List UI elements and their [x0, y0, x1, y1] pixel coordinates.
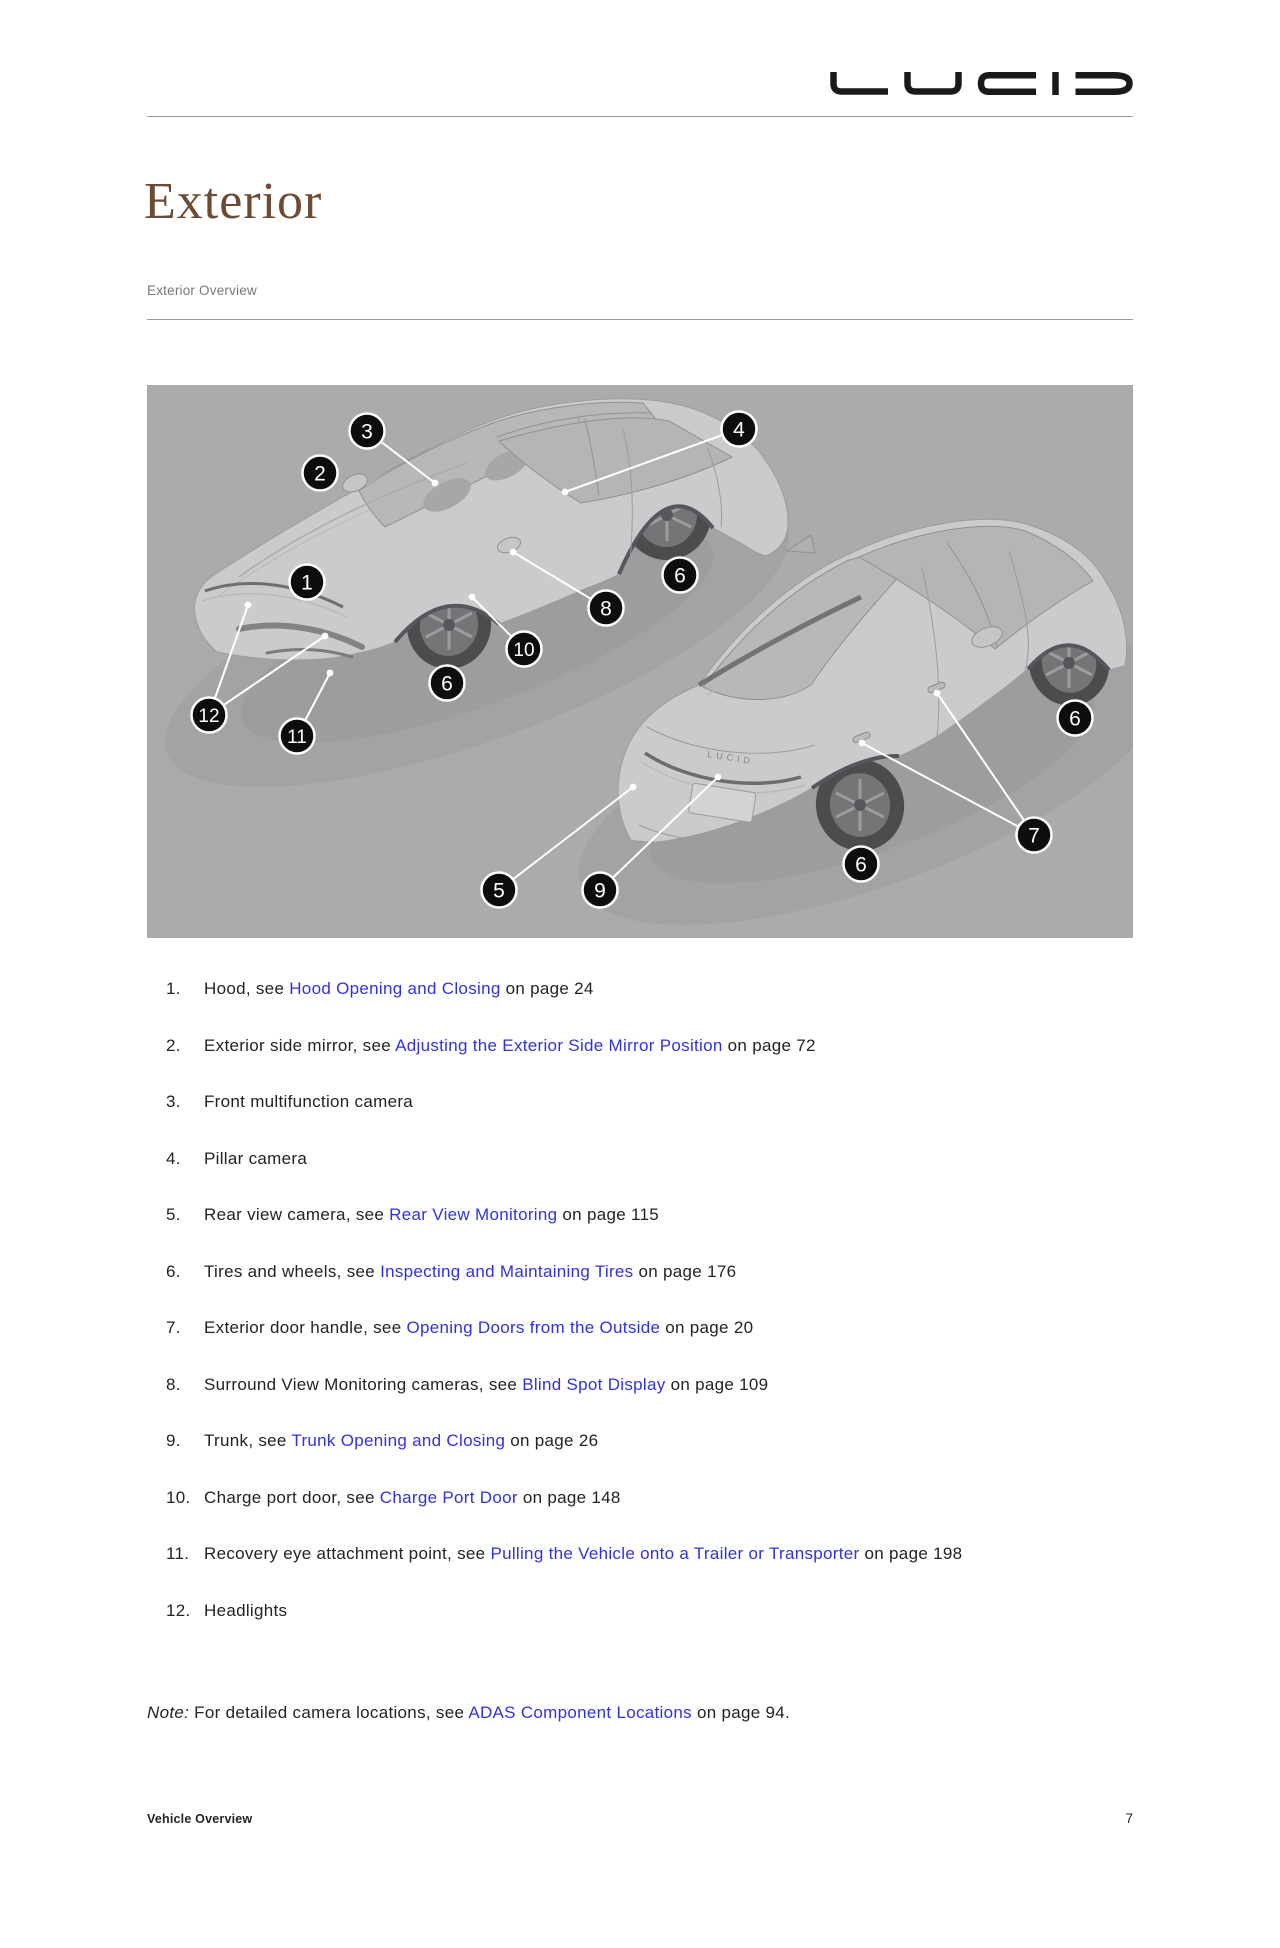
- legend-item-number: 11.: [166, 1544, 190, 1563]
- legend-item: [147, 1145, 1054, 1173]
- cross-reference-link[interactable]: Hood Opening and Closing: [289, 979, 501, 998]
- logo-letter-d: [1076, 75, 1130, 92]
- callout-number: 2: [314, 462, 326, 486]
- cross-reference-link[interactable]: Rear View Monitoring: [389, 1205, 558, 1224]
- cross-reference-link[interactable]: Trunk Opening and Closing: [291, 1431, 506, 1450]
- legend-text: Front multifunction camera: [204, 1092, 414, 1111]
- cross-reference-link[interactable]: Pulling the Vehicle onto a Trailer or Transporter: [490, 1544, 860, 1563]
- callout-number: 7: [1028, 824, 1040, 848]
- lucid-logo: [830, 72, 1133, 96]
- legend-item-number: 10.: [166, 1487, 191, 1507]
- legend-text: Surround View Monitoring cameras, see: [204, 1374, 523, 1394]
- leader-target-dot: [322, 633, 329, 640]
- cross-reference-link[interactable]: Adjusting the Exterior Side Mirror Position: [395, 1035, 723, 1055]
- callout-number: 6: [441, 672, 453, 696]
- legend-item: [147, 1088, 1054, 1116]
- callout-number: 11: [287, 726, 307, 748]
- cross-reference-link[interactable]: ADAS Component Locations: [468, 1703, 692, 1722]
- exterior-diagram: [147, 385, 1133, 938]
- legend-text: Tires and wheels, see: [204, 1261, 381, 1281]
- callout-number: 8: [600, 597, 612, 621]
- legend-text: Charge port door, see: [204, 1487, 380, 1507]
- callout-number: 3: [361, 420, 373, 444]
- callout-number: 6: [1069, 707, 1081, 731]
- legend-item: [147, 1371, 1054, 1399]
- legend-item: [147, 1484, 1054, 1512]
- car2-roof-fin: [787, 535, 815, 553]
- exterior-legend-list: [147, 975, 1133, 1653]
- header-rule: [147, 116, 1133, 117]
- legend-item-number: 8.: [166, 1374, 181, 1394]
- legend-text: on page 94.: [691, 1703, 791, 1722]
- note-line: [147, 1699, 790, 1727]
- leader-target-dot: [327, 670, 334, 677]
- leader-target-dot: [510, 549, 517, 556]
- legend-text: on page 115: [557, 1205, 659, 1224]
- callout-number: 4: [733, 418, 745, 442]
- callout-number: 1: [301, 571, 313, 595]
- callout-number: 5: [493, 879, 505, 903]
- legend-item: [147, 1314, 1054, 1342]
- legend-text: on page 148: [517, 1487, 621, 1507]
- cross-reference-link[interactable]: Opening Doors from the Outside: [406, 1318, 661, 1337]
- footer-page-number: 7: [1125, 1811, 1133, 1826]
- leader-target-dot: [245, 602, 252, 609]
- legend-text: Rear view camera, see: [204, 1205, 390, 1224]
- leader-target-dot: [432, 480, 439, 487]
- callout-number: 6: [855, 853, 867, 877]
- legend-item: [147, 1201, 1054, 1229]
- legend-text: on page 26: [505, 1431, 599, 1450]
- legend-text: Trunk, see: [204, 1431, 292, 1450]
- legend-item-number: 6.: [166, 1261, 181, 1281]
- legend-item: [147, 1032, 1054, 1060]
- legend-item-number: 12.: [166, 1600, 191, 1620]
- leader-target-dot: [934, 690, 941, 697]
- legend-text: Hood, see: [204, 979, 290, 998]
- legend-item-number: 3.: [166, 1092, 181, 1111]
- logo-letter-u: [908, 72, 959, 92]
- legend-item: [147, 1597, 1054, 1625]
- legend-text: on page 72: [722, 1035, 816, 1055]
- footer-section-label: Vehicle Overview: [147, 1812, 253, 1826]
- logo-letter-c: [981, 75, 1036, 92]
- page-title: Exterior: [144, 172, 323, 230]
- callout-number: 10: [513, 639, 535, 661]
- leader-target-dot: [469, 594, 476, 601]
- legend-text: on page 198: [859, 1544, 963, 1563]
- legend-item-number: 1.: [166, 979, 181, 998]
- leader-target-dot: [715, 774, 722, 781]
- section-rule: [147, 319, 1133, 320]
- legend-text: on page 20: [660, 1318, 754, 1337]
- legend-item: [147, 975, 1054, 1003]
- note-label: Note:: [147, 1703, 190, 1722]
- callout-number: 12: [198, 705, 220, 727]
- section-heading: Exterior Overview: [147, 283, 257, 298]
- legend-text: For detailed camera locations, see: [189, 1703, 469, 1722]
- legend-item: [147, 1540, 1054, 1568]
- legend-text: on page 176: [633, 1261, 737, 1281]
- legend-item-number: 4.: [166, 1148, 181, 1168]
- leader-target-dot: [859, 740, 866, 747]
- legend-item: [147, 1427, 1054, 1455]
- car2-trunk-badge: LUCID: [706, 749, 755, 767]
- cross-reference-link[interactable]: Blind Spot Display: [522, 1374, 666, 1394]
- legend-item-number: 7.: [166, 1318, 181, 1337]
- legend-text: Recovery eye attachment point, see: [204, 1544, 491, 1563]
- leader-target-dot: [630, 784, 637, 791]
- callout-number: 9: [594, 879, 606, 903]
- legend-text: Exterior door handle, see: [204, 1318, 407, 1337]
- logo-letter-l: [834, 72, 889, 92]
- cross-reference-link[interactable]: Inspecting and Maintaining Tires: [380, 1261, 634, 1281]
- leader-target-dot: [562, 489, 569, 496]
- legend-item-number: 9.: [166, 1431, 181, 1450]
- legend-item: [147, 1258, 1054, 1286]
- callout-number: 6: [674, 564, 686, 588]
- legend-text: on page 24: [500, 979, 594, 998]
- legend-text: on page 109: [665, 1374, 769, 1394]
- legend-text: Headlights: [204, 1600, 288, 1620]
- legend-item-number: 5.: [166, 1205, 181, 1224]
- legend-text: Pillar camera: [204, 1148, 308, 1168]
- legend-text: Exterior side mirror, see: [204, 1035, 396, 1055]
- legend-item-number: 2.: [166, 1035, 181, 1055]
- cross-reference-link[interactable]: Charge Port Door: [379, 1487, 518, 1507]
